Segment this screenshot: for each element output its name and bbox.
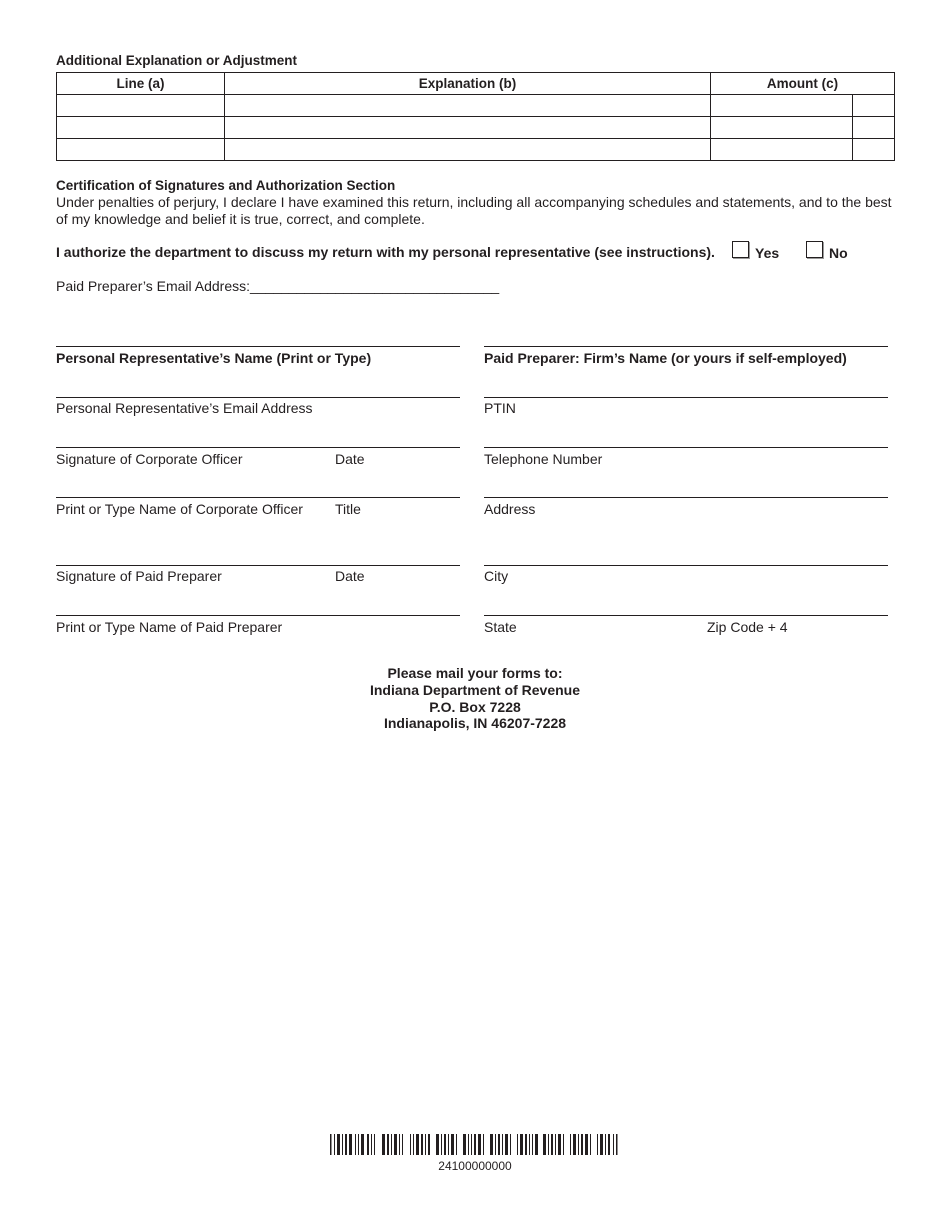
line-cell[interactable] [57,117,225,139]
table-row [57,139,895,161]
telephone-label: Telephone Number [484,451,603,467]
firm-name-line[interactable] [484,346,888,347]
rep-name-line[interactable] [56,346,460,347]
column-header-explanation: Explanation (b) [225,73,711,95]
preparer-name-label: Print or Type Name of Paid Preparer [56,619,283,635]
preparer-signature-line[interactable] [56,565,460,566]
certification-heading: Certification of Signatures and Authorization Section [56,178,396,193]
yes-label: Yes [755,245,780,261]
certification-text-line2: of my knowledge and belief it is true, correct, and complete. [56,211,425,227]
officer-name-label: Print or Type Name of Corporate Officer [56,501,303,517]
amount-cents-cell[interactable] [853,95,895,117]
telephone-line[interactable] [484,447,888,448]
rep-email-line[interactable] [56,397,460,398]
firm-name-label: Paid Preparer: Firm’s Name (or yours if self-employed) [484,350,847,366]
barcode-graphic [330,1134,620,1155]
ptin-label: PTIN [484,400,516,416]
officer-name-line[interactable] [56,497,460,498]
amount-cents-cell[interactable] [853,139,895,161]
certification-text-line1: Under penalties of perjury, I declare I have examined this return, including all accompanying schedules and statements, and to the best [56,194,892,210]
state-zip-line[interactable] [484,615,888,616]
mailing-line-2: Indiana Department of Revenue [369,682,581,698]
rep-name-label: Personal Representative’s Name (Print or Type) [56,350,372,366]
zip-label: Zip Code + 4 [707,619,788,635]
amount-dollars-cell[interactable] [711,139,853,161]
column-header-amount: Amount (c) [711,73,895,95]
mailing-line-4: Indianapolis, IN 46207-7228 [383,715,567,731]
adjustment-heading: Additional Explanation or Adjustment [56,53,298,68]
ptin-line[interactable] [484,397,888,398]
explanation-cell[interactable] [225,95,711,117]
officer-date-label: Date [335,451,365,467]
state-label: State [484,619,517,635]
amount-dollars-cell[interactable] [711,95,853,117]
explanation-cell[interactable] [225,139,711,161]
line-cell[interactable] [57,95,225,117]
officer-signature-label: Signature of Corporate Officer [56,451,243,467]
barcode-number: 24100000000 [438,1159,512,1173]
mailing-line-1: Please mail your forms to: [387,665,563,681]
no-checkbox[interactable] [806,241,823,258]
city-line[interactable] [484,565,888,566]
yes-checkbox[interactable] [732,241,749,258]
table-row [57,117,895,139]
address-label: Address [484,501,536,517]
authorize-statement: I authorize the department to discuss my return with my personal representative (see instructions). [56,244,715,260]
adjustment-table [56,72,895,161]
officer-signature-line[interactable] [56,447,460,448]
amount-cents-cell[interactable] [853,117,895,139]
preparer-name-line[interactable] [56,615,460,616]
preparer-signature-label: Signature of Paid Preparer [56,568,222,584]
preparer-email-field[interactable]: ________________________________ [250,278,500,294]
officer-title-label: Title [335,501,361,517]
preparer-email-row [56,278,499,294]
preparer-email-label: Paid Preparer’s Email Address: [56,278,251,294]
table-row [57,95,895,117]
column-header-line: Line (a) [57,73,225,95]
preparer-date-label: Date [335,568,365,584]
mailing-line-3: P.O. Box 7228 [429,699,521,715]
table-header-row [57,73,895,95]
line-cell[interactable] [57,139,225,161]
address-line[interactable] [484,497,888,498]
city-label: City [484,568,509,584]
explanation-cell[interactable] [225,117,711,139]
rep-email-label: Personal Representative’s Email Address [56,400,313,416]
amount-dollars-cell[interactable] [711,117,853,139]
no-label: No [829,245,848,261]
